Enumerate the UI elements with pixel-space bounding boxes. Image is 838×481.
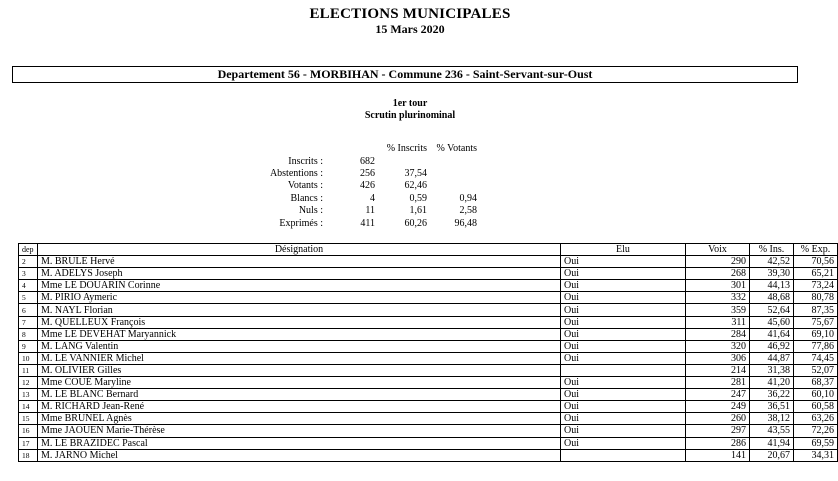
summary-header-pct-inscrits: % Inscrits xyxy=(386,143,427,155)
cell-pct-exp: 60,10 xyxy=(794,389,838,401)
cell-pct-ins: 41,94 xyxy=(750,437,794,449)
cell-pct-exp: 74,45 xyxy=(794,352,838,364)
table-row xyxy=(19,364,838,376)
summary-label: Exprimés : xyxy=(279,217,323,229)
summary-value: 256 xyxy=(360,167,375,179)
summary-label: Abstentions : xyxy=(269,167,323,179)
election-date: 15 Mars 2020 xyxy=(375,22,445,36)
cell-designation: M. LANG Valentin xyxy=(38,340,561,352)
table-row xyxy=(19,292,838,304)
header-voix: Voix xyxy=(686,244,750,256)
table-row xyxy=(19,389,838,401)
cell-elu: Oui xyxy=(561,292,686,304)
summary-value: 11 xyxy=(365,205,375,217)
cell-designation: M. NAYL Florian xyxy=(38,304,561,316)
summary-pct-votants: 0,94 xyxy=(459,192,477,204)
table-row xyxy=(19,352,838,364)
cell-elu: Oui xyxy=(561,280,686,292)
header-dep: dep xyxy=(19,244,38,256)
cell-pct-exp: 73,24 xyxy=(794,280,838,292)
cell-pct-exp: 52,07 xyxy=(794,364,838,376)
cell-pct-ins: 44,13 xyxy=(750,280,794,292)
cell-designation: M. LE BLANC Bernard xyxy=(38,389,561,401)
summary-pct-votants xyxy=(427,168,477,180)
cell-voix: 301 xyxy=(686,280,750,292)
cell-designation: M. LE VANNIER Michel xyxy=(38,352,561,364)
cell-dep: 8 xyxy=(19,328,38,340)
summary-pct-votants xyxy=(427,180,477,192)
summary-pct-votants: 2,58 xyxy=(459,205,477,217)
summary-header-row xyxy=(255,143,477,155)
table-row xyxy=(19,316,838,328)
cell-elu: Oui xyxy=(561,352,686,364)
summary-pct-inscrits: 1,61 xyxy=(409,205,427,217)
department-banner: Departement 56 - MORBIHAN - Commune 236 - Saint-Servant-sur-Oust xyxy=(12,66,798,83)
summary-row xyxy=(255,155,477,167)
summary-header-pct-votants: % Votants xyxy=(436,143,477,155)
cell-designation: M. RICHARD Jean-René xyxy=(38,401,561,413)
summary-table xyxy=(255,143,477,230)
cell-elu xyxy=(561,364,686,376)
summary-row xyxy=(255,193,477,205)
cell-pct-ins: 48,68 xyxy=(750,292,794,304)
cell-voix: 260 xyxy=(686,413,750,425)
cell-dep: 18 xyxy=(19,449,38,461)
cell-designation: M. JARNO Michel xyxy=(38,449,561,461)
header-pct-exp: % Exp. xyxy=(794,244,838,256)
summary-label: Blancs : xyxy=(290,192,323,204)
cell-elu: Oui xyxy=(561,401,686,413)
cell-elu: Oui xyxy=(561,377,686,389)
cell-voix: 249 xyxy=(686,401,750,413)
summary-row xyxy=(255,180,477,192)
cell-dep: 5 xyxy=(19,292,38,304)
results-header-row xyxy=(19,244,838,256)
cell-pct-exp: 75,67 xyxy=(794,316,838,328)
cell-designation: M. ADELYS Joseph xyxy=(38,268,561,280)
cell-pct-exp: 70,56 xyxy=(794,256,838,268)
results-table xyxy=(18,243,838,462)
summary-pct-inscrits xyxy=(375,155,427,167)
cell-pct-exp: 87,35 xyxy=(794,304,838,316)
cell-pct-ins: 20,67 xyxy=(750,449,794,461)
cell-voix: 297 xyxy=(686,425,750,437)
cell-pct-exp: 65,21 xyxy=(794,268,838,280)
summary-pct-inscrits: 62,46 xyxy=(404,180,427,192)
header-designation: Désignation xyxy=(38,244,561,256)
cell-designation: Mme JAOUEN Marie-Thérèse xyxy=(38,425,561,437)
cell-dep: 9 xyxy=(19,340,38,352)
cell-pct-exp: 60,58 xyxy=(794,401,838,413)
header-pct-ins: % Ins. xyxy=(750,244,794,256)
cell-voix: 284 xyxy=(686,328,750,340)
cell-voix: 359 xyxy=(686,304,750,316)
cell-dep: 2 xyxy=(19,256,38,268)
summary-pct-inscrits: 37,54 xyxy=(404,167,427,179)
summary-value: 426 xyxy=(360,180,375,192)
summary-row xyxy=(255,217,477,229)
cell-pct-ins: 36,22 xyxy=(750,389,794,401)
cell-pct-exp: 63,26 xyxy=(794,413,838,425)
table-row xyxy=(19,304,838,316)
cell-pct-ins: 38,12 xyxy=(750,413,794,425)
cell-designation: M. QUELLEUX François xyxy=(38,316,561,328)
table-row xyxy=(19,256,838,268)
cell-pct-ins: 41,64 xyxy=(750,328,794,340)
table-row xyxy=(19,449,838,461)
scrutin-label: Scrutin plurinominal xyxy=(364,110,456,121)
cell-dep: 10 xyxy=(19,352,38,364)
cell-dep: 4 xyxy=(19,280,38,292)
cell-elu: Oui xyxy=(561,413,686,425)
summary-value: 411 xyxy=(360,217,375,229)
cell-dep: 15 xyxy=(19,413,38,425)
summary-pct-inscrits: 60,26 xyxy=(404,217,427,229)
cell-pct-ins: 43,55 xyxy=(750,425,794,437)
cell-elu: Oui xyxy=(561,268,686,280)
table-row xyxy=(19,268,838,280)
cell-pct-ins: 31,38 xyxy=(750,364,794,376)
cell-elu: Oui xyxy=(561,340,686,352)
cell-dep: 16 xyxy=(19,425,38,437)
cell-voix: 214 xyxy=(686,364,750,376)
cell-voix: 281 xyxy=(686,377,750,389)
cell-elu xyxy=(561,449,686,461)
cell-dep: 7 xyxy=(19,316,38,328)
cell-pct-ins: 44,87 xyxy=(750,352,794,364)
cell-pct-exp: 80,78 xyxy=(794,292,838,304)
summary-pct-inscrits: 0,59 xyxy=(409,192,427,204)
cell-pct-exp: 69,10 xyxy=(794,328,838,340)
cell-elu: Oui xyxy=(561,425,686,437)
page-title: ELECTIONS MUNICIPALES xyxy=(309,6,511,22)
summary-pct-votants xyxy=(427,155,477,167)
cell-dep: 13 xyxy=(19,389,38,401)
table-row xyxy=(19,437,838,449)
cell-designation: Mme LE DEVEHAT Maryannick xyxy=(38,328,561,340)
cell-voix: 306 xyxy=(686,352,750,364)
summary-row xyxy=(255,205,477,217)
cell-dep: 6 xyxy=(19,304,38,316)
summary-header-blank xyxy=(255,143,323,155)
summary-header-blank xyxy=(323,143,375,155)
table-row xyxy=(19,340,838,352)
cell-voix: 247 xyxy=(686,389,750,401)
cell-voix: 268 xyxy=(686,268,750,280)
summary-pct-votants: 96,48 xyxy=(454,217,477,229)
summary-label: Inscrits : xyxy=(288,155,323,167)
table-row xyxy=(19,413,838,425)
summary-label: Nuls : xyxy=(298,205,323,217)
cell-pct-ins: 46,92 xyxy=(750,340,794,352)
table-row xyxy=(19,280,838,292)
cell-dep: 11 xyxy=(19,364,38,376)
cell-designation: M. LE BRAZIDEC Pascal xyxy=(38,437,561,449)
cell-dep: 17 xyxy=(19,437,38,449)
cell-pct-ins: 52,64 xyxy=(750,304,794,316)
cell-dep: 12 xyxy=(19,377,38,389)
cell-elu: Oui xyxy=(561,328,686,340)
cell-designation: Mme COUÉ Maryline xyxy=(38,377,561,389)
table-row xyxy=(19,425,838,437)
cell-pct-exp: 72,26 xyxy=(794,425,838,437)
cell-voix: 141 xyxy=(686,449,750,461)
cell-elu: Oui xyxy=(561,389,686,401)
cell-pct-ins: 45,60 xyxy=(750,316,794,328)
cell-designation: Mme LE DOUARIN Corinne xyxy=(38,280,561,292)
cell-voix: 320 xyxy=(686,340,750,352)
cell-voix: 332 xyxy=(686,292,750,304)
cell-voix: 286 xyxy=(686,437,750,449)
cell-pct-exp: 69,59 xyxy=(794,437,838,449)
cell-pct-ins: 39,30 xyxy=(750,268,794,280)
table-row xyxy=(19,377,838,389)
table-row xyxy=(19,328,838,340)
round-label: 1er tour xyxy=(392,98,428,109)
cell-designation: M. OLIVIER Gilles xyxy=(38,364,561,376)
cell-designation: Mme BRUNEL Agnès xyxy=(38,413,561,425)
cell-pct-ins: 41,20 xyxy=(750,377,794,389)
cell-pct-exp: 68,37 xyxy=(794,377,838,389)
cell-elu: Oui xyxy=(561,316,686,328)
summary-row xyxy=(255,168,477,180)
cell-pct-ins: 42,52 xyxy=(750,256,794,268)
cell-designation: M. PIRIO Aymeric xyxy=(38,292,561,304)
cell-voix: 311 xyxy=(686,316,750,328)
cell-elu: Oui xyxy=(561,256,686,268)
table-row xyxy=(19,401,838,413)
cell-pct-ins: 36,51 xyxy=(750,401,794,413)
cell-dep: 14 xyxy=(19,401,38,413)
summary-value: 4 xyxy=(370,192,375,204)
header-elu: Elu xyxy=(561,244,686,256)
cell-voix: 290 xyxy=(686,256,750,268)
cell-designation: M. BRULE Hervé xyxy=(38,256,561,268)
cell-pct-exp: 77,86 xyxy=(794,340,838,352)
summary-label: Votants : xyxy=(287,180,323,192)
cell-elu: Oui xyxy=(561,304,686,316)
cell-pct-exp: 34,31 xyxy=(794,449,838,461)
summary-value: 682 xyxy=(360,155,375,167)
cell-elu: Oui xyxy=(561,437,686,449)
cell-dep: 3 xyxy=(19,268,38,280)
